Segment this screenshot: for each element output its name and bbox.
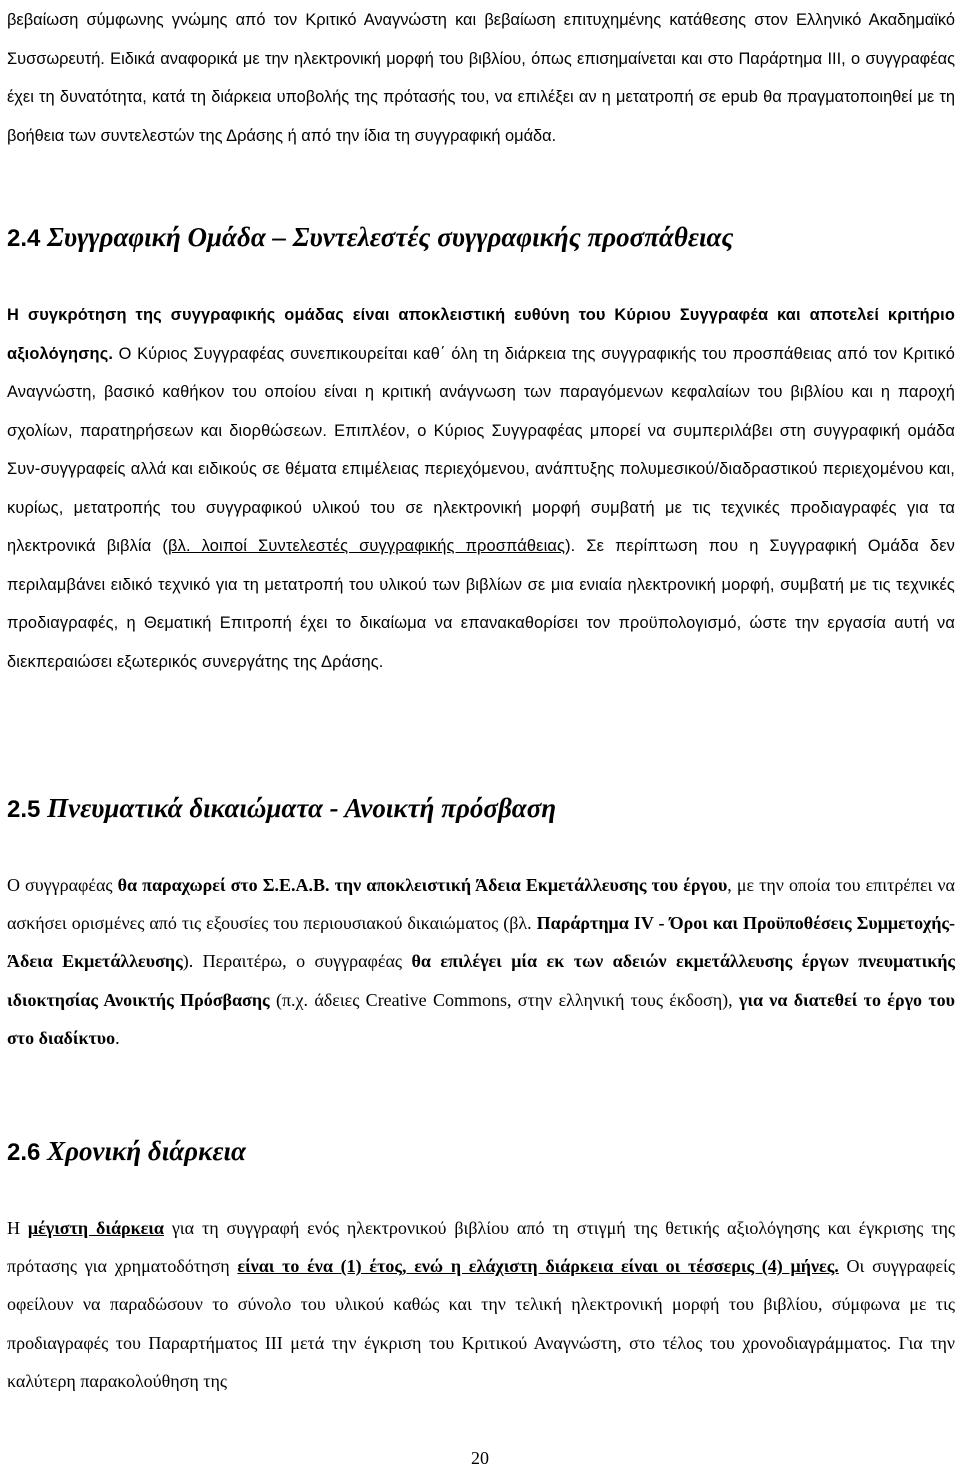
text-run: μέγιστη διάρκεια — [27, 1218, 164, 1238]
section-title: Χρονική διάρκεια — [47, 1136, 246, 1166]
section-title: Πνευματικά δικαιώματα - Ανοικτή πρόσβαση — [47, 793, 557, 823]
text-run: (π.χ. άδειες Creative Commons, στην ελληνική τους έκδοση), — [269, 989, 739, 1010]
text-run: ). Περαιτέρω, ο συγγραφέας — [182, 951, 412, 972]
text-run: Οι συγγραφείς οφείλουν να παραδώσουν το σύνολο του υλικού καθώς και την τελική ηλεκτρονική μορφή του βιβλίου, σύμφωνα με τις προδιαγραφές του Παραρτήματος ΙΙΙ μετά την έγκριση του Κριτικού Αναγνώστη, στο τέλος του χρονοδιαγράμματος. Για την καλύτερη παρακολούθηση της — [7, 1256, 955, 1391]
section-heading-2-4 — [7, 217, 733, 259]
text-run: για τη συγγραφή ενός ηλεκτρονικού βιβλίου από τη στιγμή της θετικής αξιολόγησης και έγκρισης της πρότασης για χρηματοδότηση — [7, 1218, 955, 1277]
section-number: 2.5 — [7, 796, 41, 823]
text-run: θα παραχωρεί στο Σ.Ε.Α.Β. την αποκλειστική Άδεια Εκμετάλλευσης του έργου — [117, 875, 728, 895]
text-run: Παράρτημα IV - Όροι και Προϋποθέσεις Συμμετοχής-Άδεια Εκμετάλλευσης — [7, 913, 955, 972]
section-number: 2.6 — [7, 1139, 41, 1166]
text-run: βεβαίωση σύμφωνης γνώμης από τον Κριτικό Αναγνώστη και βεβαίωση επιτυχημένης κατάθεσης στον Ελληνικό Ακαδημαϊκό Συσσωρευτή. Ειδικά αναφορικά με την ηλεκτρονική μορφή του βιβλίου, όπως επισημαίνεται και στο Παράρτημα ΙΙΙ, ο συγγραφέας έχει τη δυνατότητα, κατά τη διάρκεια υποβολής της πρότασής του, να επιλέξει αν η μετατροπή σε epub θα πραγματοποιηθεί με τη βοήθεια των συντελεστών της Δράσης ή από την ίδια τη συγγραφική ομάδα. — [7, 11, 955, 145]
section-title: Συγγραφική Ομάδα – Συντελεστές συγγραφικής προσπάθειας — [47, 222, 734, 252]
text-run: Η συγκρότηση της συγγραφικής ομάδας είναι αποκλειστική ευθύνη του Κύριου Συγγραφέα και αποτελεί κριτήριο αξιολόγησης. — [7, 306, 955, 363]
section-2-5-paragraph — [7, 866, 955, 1057]
text-run: . — [115, 1027, 120, 1048]
intro-paragraph — [7, 1, 955, 155]
text-run: Ο Κύριος Συγγραφέας συνεπικουρείται καθ΄ όλη τη διάρκεια της συγγραφικής του προσπάθειας από τον Κριτικό Αναγνώστη, βασικό καθήκον του οποίου είναι η κριτική ανάγνωση των παραγόμενων κεφαλαίων του βιβλίου και η παροχή σχολίων, παρατηρήσεων και διορθώσεων. Επιπλέον, ο Κύριος Συγγραφέας μπορεί να συμπεριλάβει στη συγγραφική ομάδα Συν-συγγραφείς αλλά και ειδικούς σε θέματα επιμέλειας περιεχόμενου, ανάπτυξης πολυμεσικού/διαδραστικού περιεχομένου και, κυρίως, μετατροπής του συγγραφικού υλικού του σε ηλεκτρονική μορφή συμβατή με τις τεχνικές προδιαγραφές για τα ηλεκτρονικά βιβλία ( — [7, 344, 955, 555]
text-run: ). Σε περίπτωση που η Συγγραφική Ομάδα δεν περιλαμβάνει ειδικό τεχνικό για τη μετατροπή του υλικού των βιβλίων σε μια ενιαία ηλεκτρονική μορφή, συμβατή με τις τεχνικές προδιαγραφές, η Θεματική Επιτροπή έχει το δικαίωμα να επανακαθορίσει τον προϋπολογισμό, ώστε την εργασία αυτή να διεκπεραιώσει εξωτερικός συνεργάτης της Δράσης. — [7, 537, 956, 671]
page-number: 20 — [471, 1448, 489, 1468]
section-heading-2-6 — [7, 1131, 246, 1173]
section-heading-2-5 — [7, 788, 556, 830]
text-run: είναι το ένα (1) έτος, ενώ η ελάχιστη διάρκεια είναι οι τέσσερις (4) μήνες. — [237, 1256, 839, 1277]
text-run: Η — [7, 1218, 28, 1238]
section-2-4-paragraph — [7, 296, 955, 681]
text-run: για να διατεθεί το έργο του στο διαδίκτυο — [7, 989, 955, 1048]
section-2-6-paragraph — [7, 1209, 955, 1400]
section-number: 2.4 — [7, 225, 41, 252]
text-run: θα επιλέγει μία εκ των αδειών εκμετάλλευσης έργων πνευματικής ιδιοκτησίας Ανοικτής Πρόσβασης — [7, 951, 956, 1010]
text-run: , με την οποία του επιτρέπει να ασκήσει ορισμένες από τις εξουσίες του περιουσιακού δικαιώματος (βλ. — [7, 875, 955, 934]
text-run: βλ. λοιποί Συντελεστές συγγραφικής προσπάθειας — [168, 537, 566, 555]
text-run: Ο συγγραφέας — [7, 875, 118, 895]
